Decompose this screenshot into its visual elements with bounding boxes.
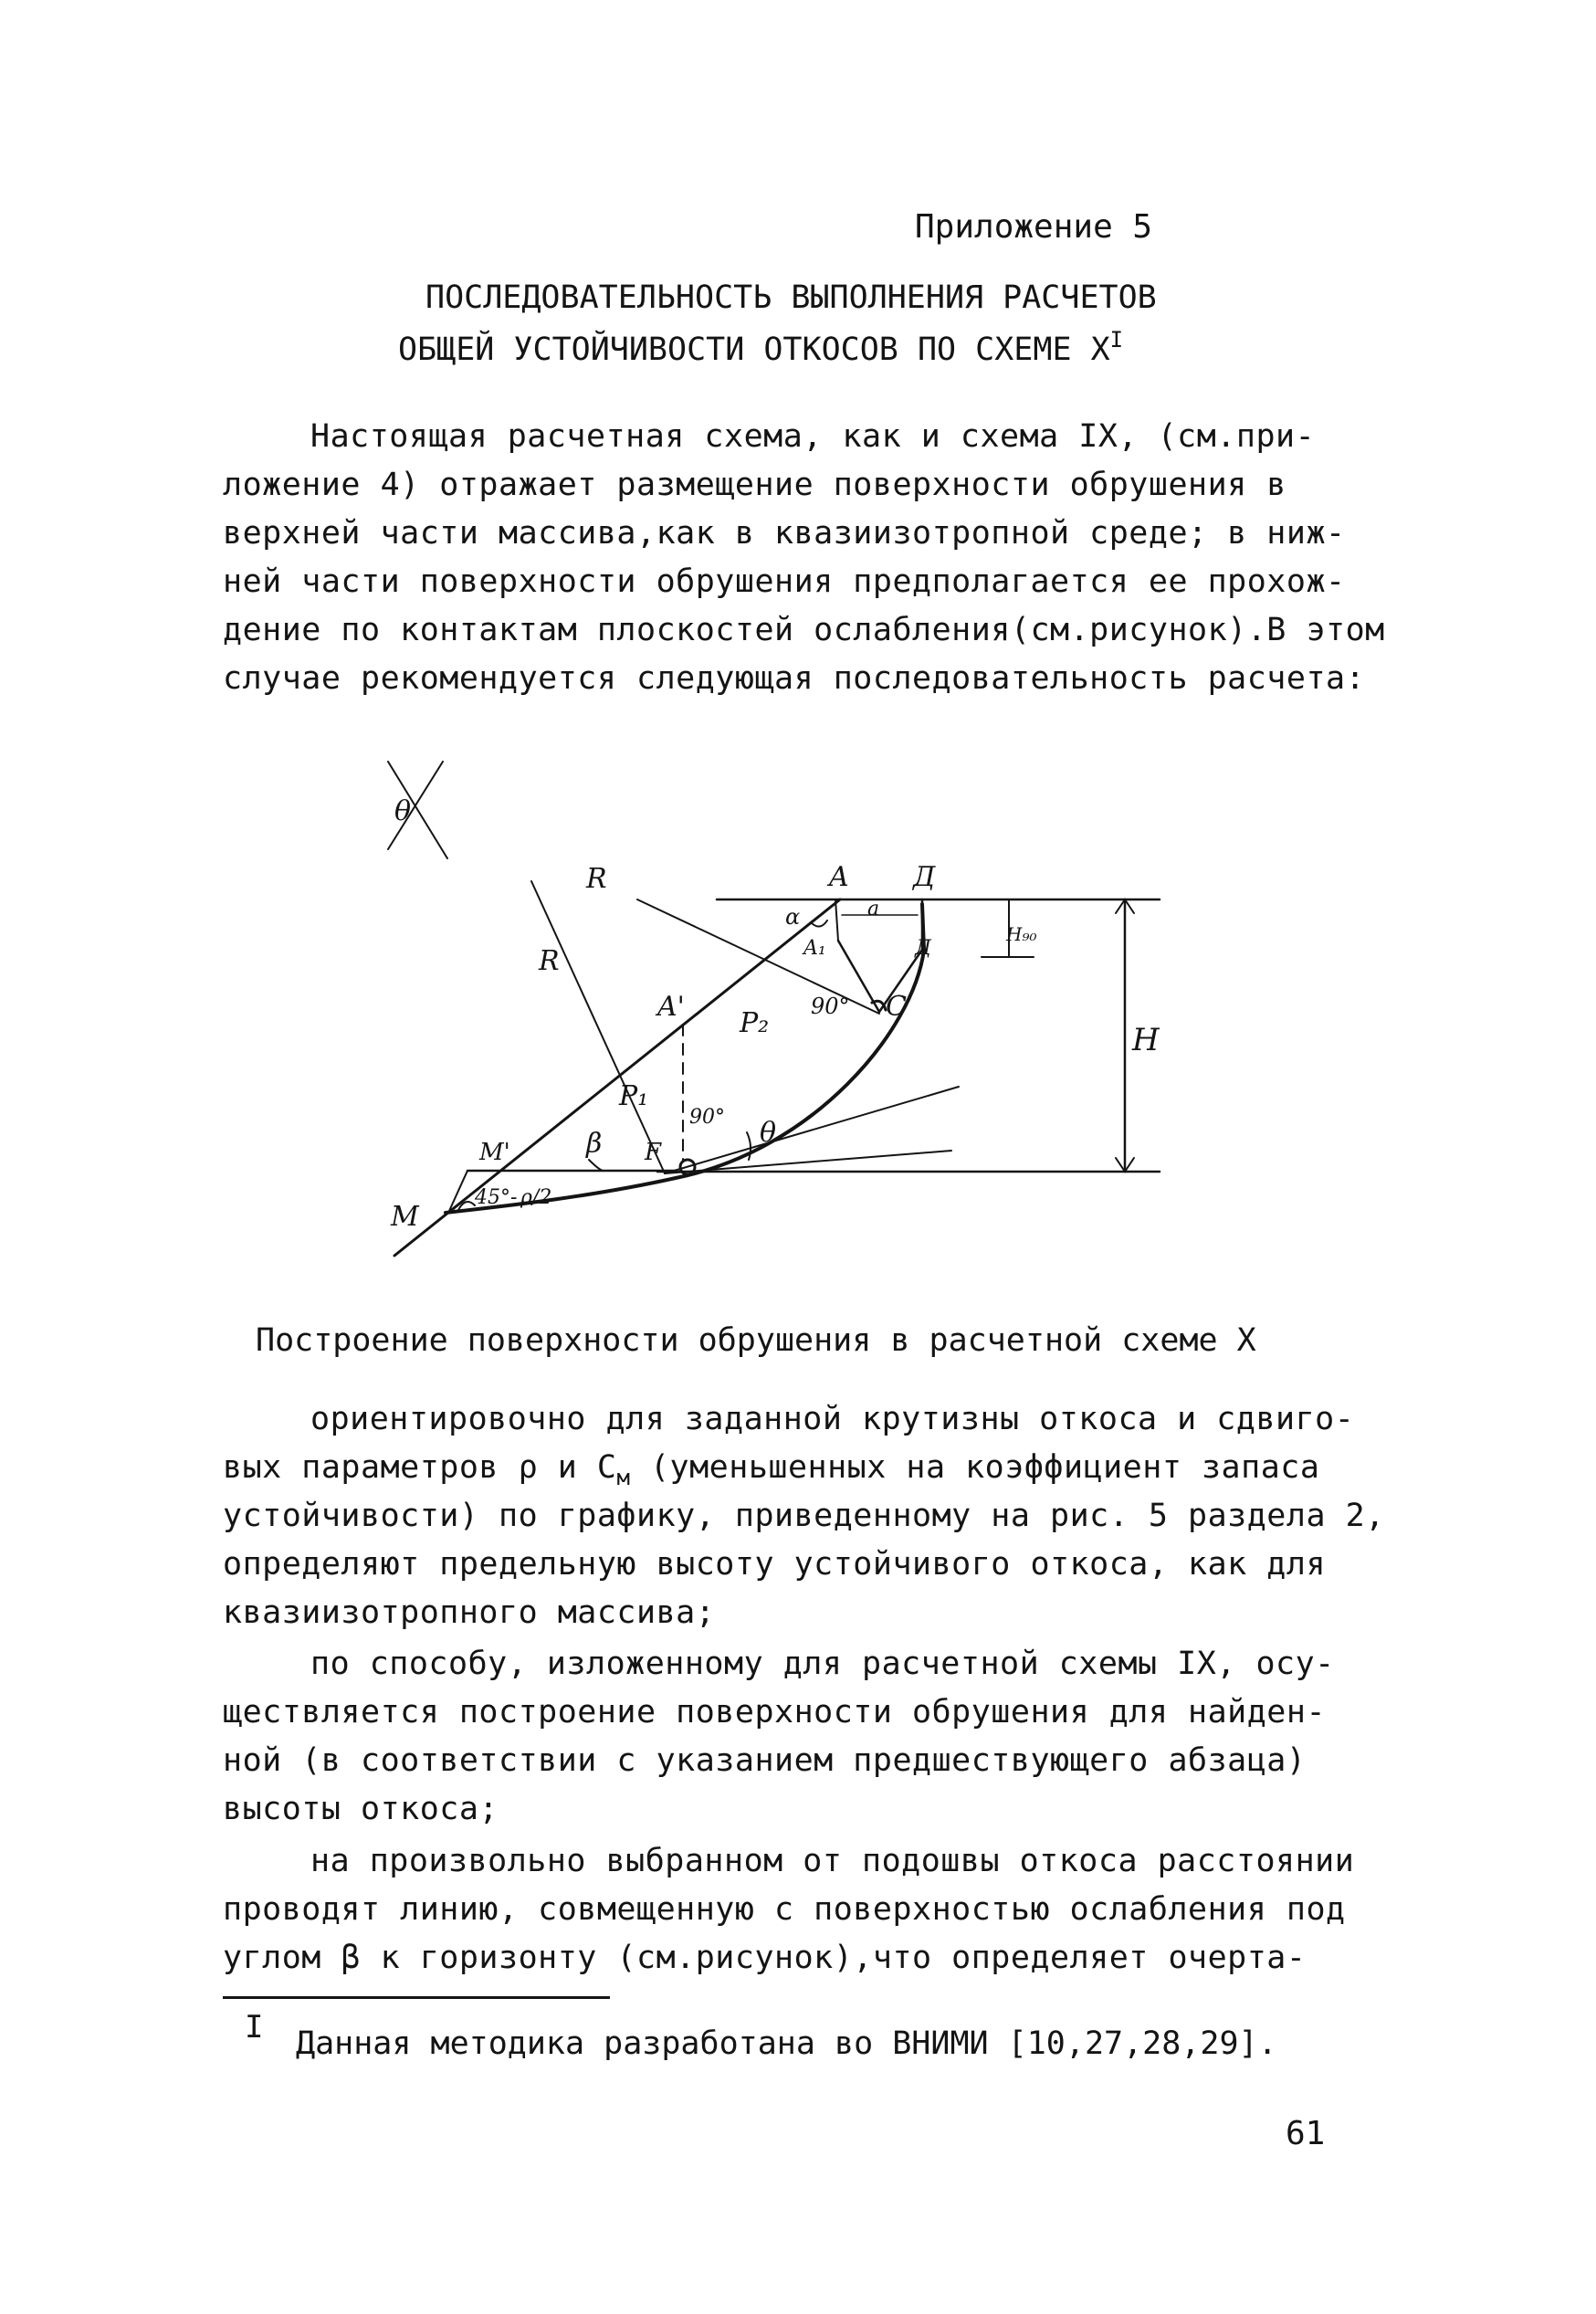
step1-subscript: м bbox=[616, 1465, 631, 1490]
slope-face-line bbox=[394, 899, 840, 1256]
label-r-upper: R bbox=[586, 863, 607, 895]
label-a1: A₁ bbox=[803, 937, 826, 960]
weakness-plane-line bbox=[665, 1087, 959, 1173]
failure-surface-curve bbox=[446, 904, 924, 1213]
weakness-plane-line-2 bbox=[665, 1151, 951, 1173]
step3-line-2: проводят линию, совмещенную с поверхностью ослабления под bbox=[223, 1891, 1346, 1928]
label-h: H bbox=[1132, 1022, 1160, 1058]
step1-line-5: квазиизотропного массива; bbox=[223, 1594, 716, 1631]
title-footnote-mark: I bbox=[1109, 327, 1124, 352]
intro-line-1: Настоящая расчетная схема, как и схема IX, (см.при- bbox=[310, 418, 1316, 455]
figure-caption: Построение поверхности обрушения в расчетной схеме X bbox=[256, 1322, 1256, 1359]
footnote-mark: I bbox=[245, 2009, 264, 2046]
label-a: A bbox=[829, 861, 849, 893]
label-f: F bbox=[645, 1139, 662, 1166]
label-a-prime: A' bbox=[657, 991, 685, 1023]
label-theta-bottom: θ bbox=[760, 1117, 777, 1149]
label-h90: H₉₀ bbox=[1006, 923, 1037, 945]
page-number: 61 bbox=[1286, 2115, 1326, 2152]
label-angle-90-c: 90° bbox=[811, 994, 850, 1019]
label-angle-90-f: 90° bbox=[689, 1106, 725, 1129]
title-line-2: ОБЩЕЙ УСТОЙЧИВОСТИ ОТКОСОВ ПО СХЕМЕ $X^I$ bbox=[398, 327, 1124, 368]
label-rho-half: ρ/2 bbox=[520, 1186, 552, 1209]
label-a-small: a bbox=[867, 898, 880, 920]
label-beta: β bbox=[586, 1128, 603, 1160]
step2-line-4: высоты откоса; bbox=[223, 1791, 499, 1827]
intro-line-3: верхней части массива,как в квазиизотропной среде; в ниж- bbox=[223, 515, 1346, 552]
step3-line-3: углом β к горизонту (см.рисунок),что определяет очерта- bbox=[223, 1940, 1307, 1976]
beta-angle-arc bbox=[589, 1160, 603, 1171]
step1-line-4: определяют предельную высоту устойчивого откоса, как для bbox=[223, 1546, 1327, 1583]
step2-line-2: ществляется построение поверхности обрушения для найден- bbox=[223, 1694, 1327, 1730]
label-p1: P₁ bbox=[619, 1080, 649, 1112]
label-alpha: α bbox=[785, 904, 801, 930]
label-d1: Д bbox=[915, 937, 931, 960]
label-p2: P₂ bbox=[740, 1007, 770, 1039]
step2-line-3: ной (в соответствии с указанием предшествующего абзаца) bbox=[223, 1742, 1307, 1779]
label-c: C bbox=[886, 991, 907, 1023]
label-theta-top: θ bbox=[394, 795, 412, 827]
intro-line-6: случае рекомендуется следующая последовательность расчета: bbox=[223, 660, 1366, 697]
label-m-prime: M' bbox=[479, 1139, 510, 1166]
slope-stability-diagram bbox=[374, 758, 1178, 1269]
label-d: Д bbox=[913, 861, 936, 893]
label-r-left: R bbox=[539, 945, 560, 977]
step1-line-2: вых параметров ρ и $C_м$ (уменьшенных на коэффициент запаса bbox=[223, 1449, 1320, 1490]
label-m: M bbox=[391, 1201, 419, 1233]
step2-line-1: по способу, изложенному для расчетной схемы IX, осу- bbox=[310, 1646, 1335, 1682]
footnote-rule bbox=[223, 1996, 610, 1999]
intro-line-4: ней части поверхности обрушения предполагается ее прохож- bbox=[223, 563, 1346, 600]
right-angle-marker-c bbox=[872, 1001, 886, 1010]
intro-line-5: дение по контактам плоскостей ослабления(см.рисунок).В этом bbox=[223, 612, 1385, 648]
step1-line-1: ориентировочно для заданной крутизны откоса и сдвиго- bbox=[310, 1401, 1355, 1437]
step3-line-1: на произвольно выбранном от подошвы откоса расстоянии bbox=[310, 1843, 1355, 1879]
step1-line-3: устойчивости) по графику, приведенному на рис. 5 раздела 2, bbox=[223, 1498, 1385, 1534]
intro-line-2: ложение 4) отражает размещение поверхности обрушения в bbox=[223, 467, 1286, 503]
title-line-1: ПОСЛЕДОВАТЕЛЬНОСТЬ ВЫПОЛНЕНИЯ РАСЧЕТОВ bbox=[425, 279, 1157, 316]
label-angle-45: 45°- bbox=[475, 1186, 518, 1209]
appendix-label: Приложение 5 bbox=[915, 208, 1153, 246]
footnote-text: Данная методика разработана во ВНИМИ [10,27,28,29]. bbox=[296, 2025, 1277, 2062]
crack-line-a1 bbox=[835, 899, 838, 941]
